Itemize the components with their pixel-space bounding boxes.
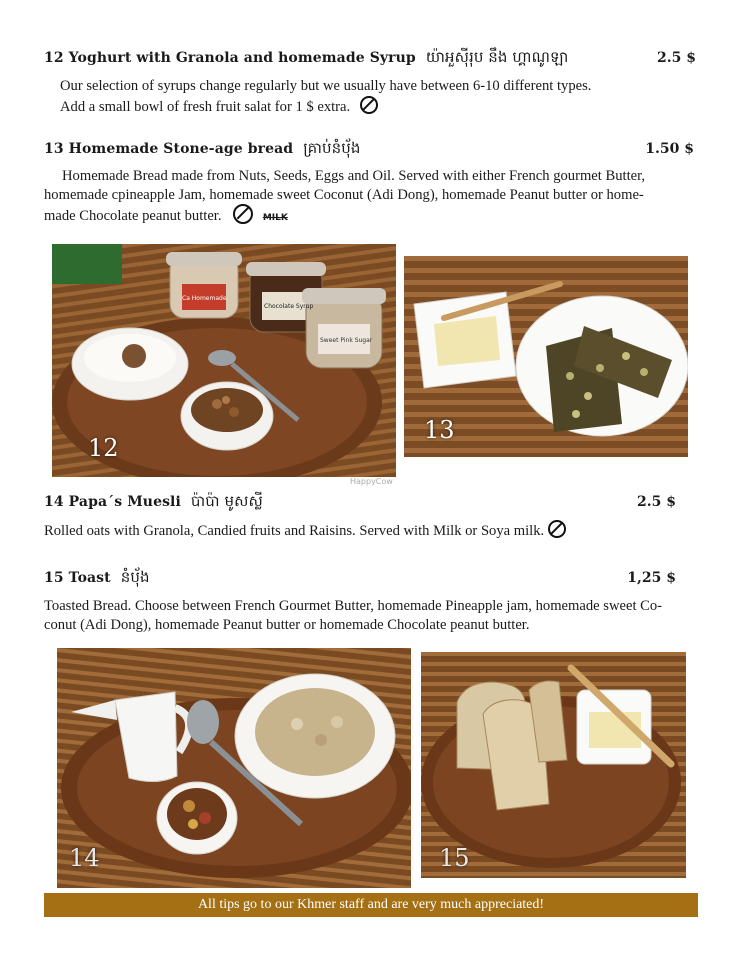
item-14-line-1: Rolled oats with Granola, Candied fruits and Raisins. Served with Milk or Soya milk. [44,523,545,539]
spoon [208,350,236,366]
item-13-name: 13 Homemade Stone-age bread [44,141,294,157]
photo-15-toast [421,652,686,878]
item-13-price: 1.50 $ [645,141,694,157]
no-milk-icon [360,96,378,114]
no-milk-label: MILK [262,213,288,223]
item-13-title [44,139,361,161]
item-15-line-1: Toasted Bread. Choose between French Gourmet Butter, homemade Pineapple jam, homemade sweet Co- [44,598,663,614]
jar-3-label: Sweet Pink Sugar [320,337,373,344]
footer-banner: All tips go to our Khmer staff and are very much appreciated! [44,893,698,917]
spoon [187,700,219,744]
photo-13-number: 13 [424,416,455,444]
item-15-khmer: នំប័ុង [120,568,150,586]
item-15-name: 15 Toast [44,570,111,586]
item-15-line-2: conut (Adi Dong), homemade Peanut butter or homemade Chocolate peanut butter. [44,616,530,633]
jar-1-label: Ca Homemade [182,295,227,302]
item-12-description [60,77,700,116]
item-12-line-1: Our selection of syrups change regularly but we usually have between 6-10 different types. [60,78,592,94]
jar-3 [302,288,386,368]
item-12-khmer: យ៉ាអួស៊ីរុប នឹង ហ្គាណូឡា [425,48,569,66]
muesli-photo-illustration [57,648,411,888]
watermark: HappyCow [350,477,393,486]
photo-14-muesli [57,648,411,888]
item-12-line-2: Add a small bowl of fresh fruit salat for 1 $ extra. [60,98,351,115]
item-14-price: 2.5 $ [637,494,676,510]
item-13-line-3: made Chocolate peanut butter. [44,208,222,224]
item-14-name: 14 Papa´s Muesli [44,494,181,510]
item-14-khmer: ប៉ាប៉ា មូសស្លី [190,492,263,510]
item-12-price: 2.5 $ [657,50,696,66]
photo-12-yoghurt [52,244,396,477]
no-milk-icon [548,520,566,538]
item-14-description [44,520,700,541]
item-14-title [44,492,263,514]
item-15-price: 1,25 $ [627,570,676,586]
photo-15-number: 15 [439,844,470,872]
item-13-khmer: គ្រាប់នំប័ុង [303,139,361,157]
photo-14-number: 14 [69,844,100,872]
item-15-title [44,568,150,590]
photo-13-bread [404,256,688,457]
item-13-description [44,167,700,228]
item-15-description [44,597,700,634]
jar-1 [166,252,242,318]
photo-12-number: 12 [88,434,119,462]
jar-2-label: Chocolate Syrup [264,303,314,310]
no-gluten-icon [233,204,253,224]
item-12-title [44,48,568,70]
item-12-name: 12 Yoghurt with Granola and homemade Syrup [44,50,416,66]
item-13-line-1: Homemade Bread made from Nuts, Seeds, Eggs and Oil. Served with either French gourmet Butter, [62,168,646,184]
item-13-line-2: homemade cpineapple Jam, homemade sweet Coconut (Adi Dong), homemade Peanut butter or home- [44,186,644,203]
